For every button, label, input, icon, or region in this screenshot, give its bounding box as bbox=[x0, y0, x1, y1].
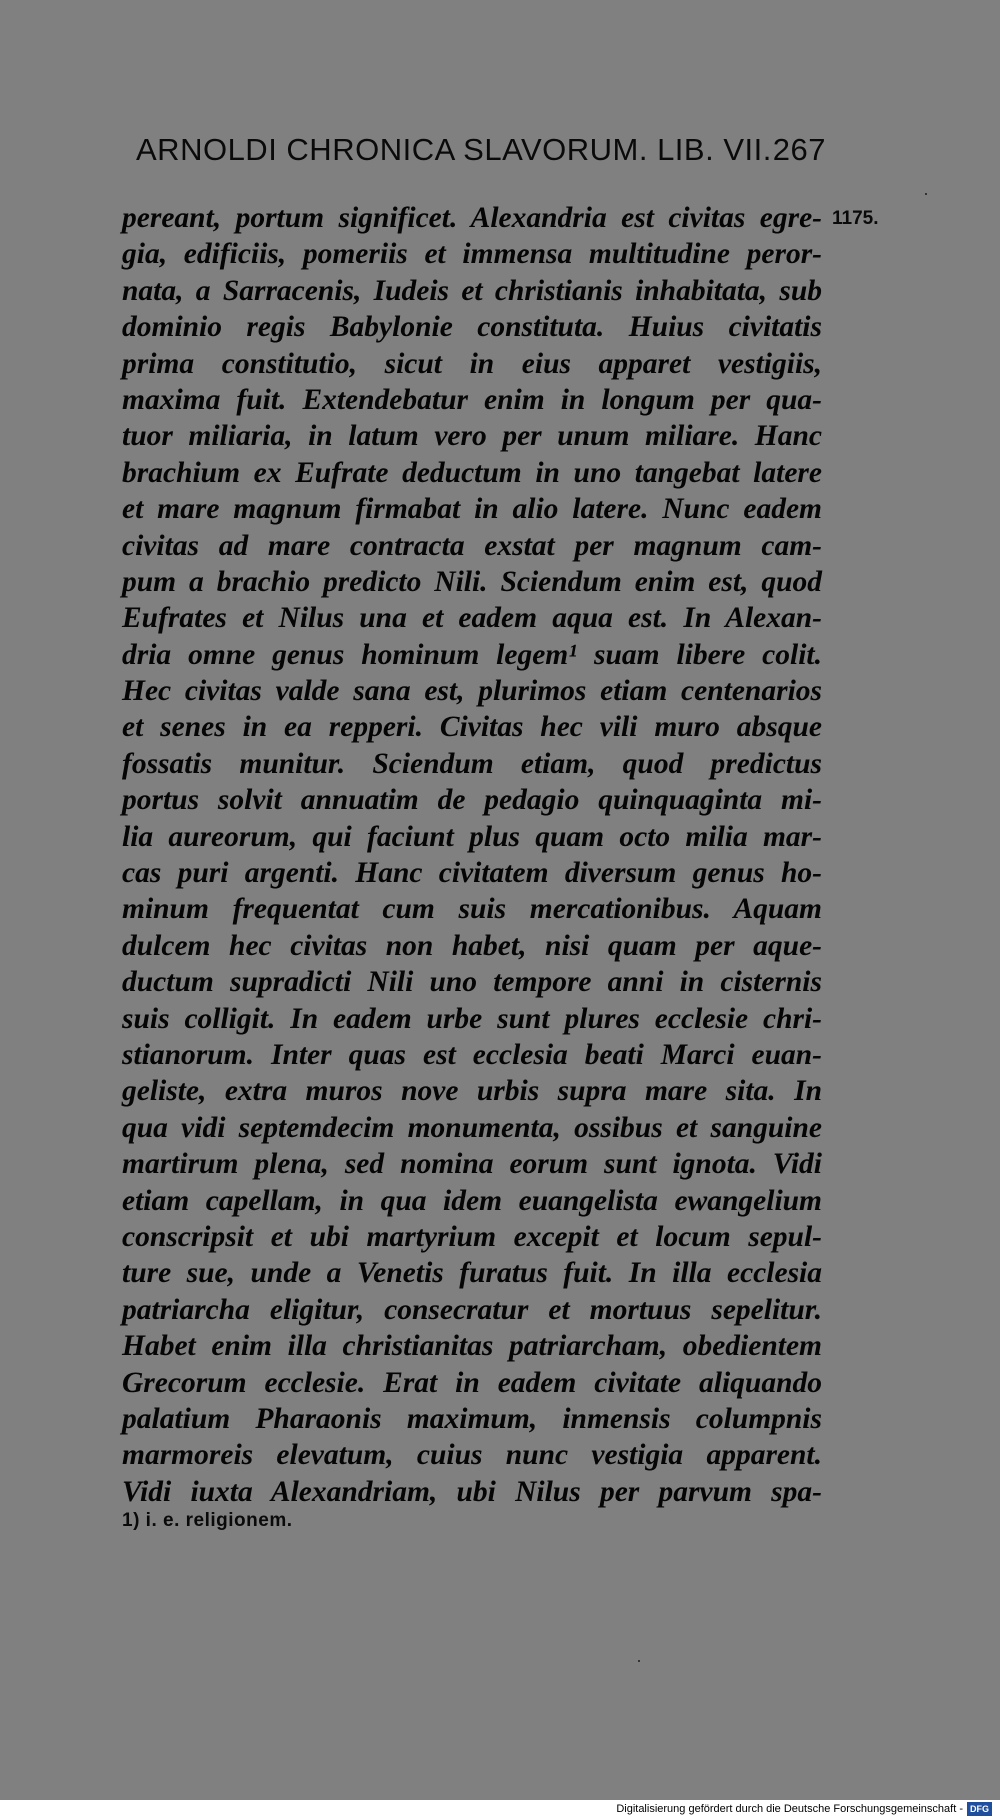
text-line: conscripsit et ubi martyrium excepit et locum sepul- bbox=[122, 1220, 822, 1253]
running-head bbox=[136, 128, 826, 172]
text-line: Habet enim illa christianitas patriarcham, obedientem bbox=[122, 1330, 822, 1363]
text-line: dria omne genus hominum legem¹ suam libere colit. bbox=[122, 638, 822, 671]
text-line: et senes in ea repperi. Civitas hec vili muro absque bbox=[122, 711, 822, 744]
text-line: prima constitutio, sicut in eius apparet vestigiis, bbox=[122, 347, 822, 380]
text-line: geliste, extra muros nove urbis supra mare sita. In bbox=[122, 1075, 822, 1108]
text-line: Grecorum ecclesie. Erat in eadem civitate aliquando bbox=[122, 1366, 822, 1399]
page-number: 267 bbox=[772, 132, 826, 167]
text-line: dulcem hec civitas non habet, nisi quam per aque- bbox=[122, 929, 822, 962]
speck-mark bbox=[925, 193, 927, 195]
text-line: ductum supradicti Nili uno tempore anni in cisternis bbox=[122, 966, 822, 999]
text-line: minum frequentat cum suis mercationibus. Aquam bbox=[122, 893, 822, 926]
text-line: brachium ex Eufrate deductum in uno tangebat latere bbox=[122, 456, 822, 489]
text-line: dominio regis Babylonie constituta. Huius civitatis bbox=[122, 311, 822, 344]
footnote: 1) i. e. religionem. bbox=[122, 1510, 293, 1531]
text-line: qua vidi septemdecim monumenta, ossibus et sanguine bbox=[122, 1111, 822, 1144]
text-line: palatium Pharaonis maximum, inmensis columpnis bbox=[122, 1402, 822, 1435]
text-line: fossatis munitur. Sciendum etiam, quod predictus bbox=[122, 747, 822, 780]
text-line: portus solvit annuatim de pedagio quinquaginta mi- bbox=[122, 784, 822, 817]
text-line: Vidi iuxta Alexandriam, ubi Nilus per parvum spa- bbox=[122, 1475, 822, 1508]
text-line: tuor miliaria, in latum vero per unum miliare. Hanc bbox=[122, 420, 822, 453]
text-line: maxima fuit. Extendebatur enim in longum per qua- bbox=[122, 383, 822, 416]
digitization-footer bbox=[0, 1800, 1000, 1818]
text-line: lia aureorum, qui faciunt plus quam octo milia mar- bbox=[122, 820, 822, 853]
text-line: civitas ad mare contracta exstat per magnum cam- bbox=[122, 529, 822, 562]
text-line: pum a brachio predicto Nili. Sciendum enim est, quod bbox=[122, 565, 822, 598]
text-line: marmoreis elevatum, cuius nunc vestigia apparent. bbox=[122, 1439, 822, 1472]
text-line: Hec civitas valde sana est, plurimos etiam centenarios bbox=[122, 675, 822, 708]
text-line: suis colligit. In eadem urbe sunt plures ecclesie chri- bbox=[122, 1002, 822, 1035]
text-line: ture sue, unde a Venetis furatus fuit. In illa ecclesia bbox=[122, 1257, 822, 1290]
margin-year-note: 1175. bbox=[832, 208, 879, 229]
text-line: cas puri argenti. Hanc civitatem diversum genus ho- bbox=[122, 857, 822, 890]
dfg-logo-icon: DFG bbox=[967, 1802, 992, 1816]
body-text bbox=[122, 200, 822, 1510]
text-line: Eufrates et Nilus una et eadem aqua est. In Alexan- bbox=[122, 602, 822, 635]
text-line: gia, edificiis, pomeriis et immensa multitudine peror- bbox=[122, 238, 822, 271]
footer-credit: Digitalisierung gefördert durch die Deutsche Forschungsgemeinschaft - bbox=[616, 1803, 963, 1815]
speck-mark bbox=[638, 1660, 640, 1662]
text-line: patriarcha eligitur, consecratur et mortuus sepelitur. bbox=[122, 1293, 822, 1326]
text-line: etiam capellam, in qua idem euangelista ewangelium bbox=[122, 1184, 822, 1217]
running-head-title: ARNOLDI CHRONICA SLAVORUM. LIB. VII. bbox=[136, 132, 772, 167]
text-line: pereant, portum significet. Alexandria est civitas egre- bbox=[122, 202, 822, 234]
text-line: martirum plena, sed nomina eorum sunt ignota. Vidi bbox=[122, 1148, 822, 1181]
text-line: nata, a Sarracenis, Iudeis et christianis inhabitata, sub bbox=[122, 274, 822, 307]
text-line: et mare magnum firmabat in alio latere. Nunc eadem bbox=[122, 493, 822, 526]
text-line: stianorum. Inter quas est ecclesia beati Marci euan- bbox=[122, 1038, 822, 1071]
